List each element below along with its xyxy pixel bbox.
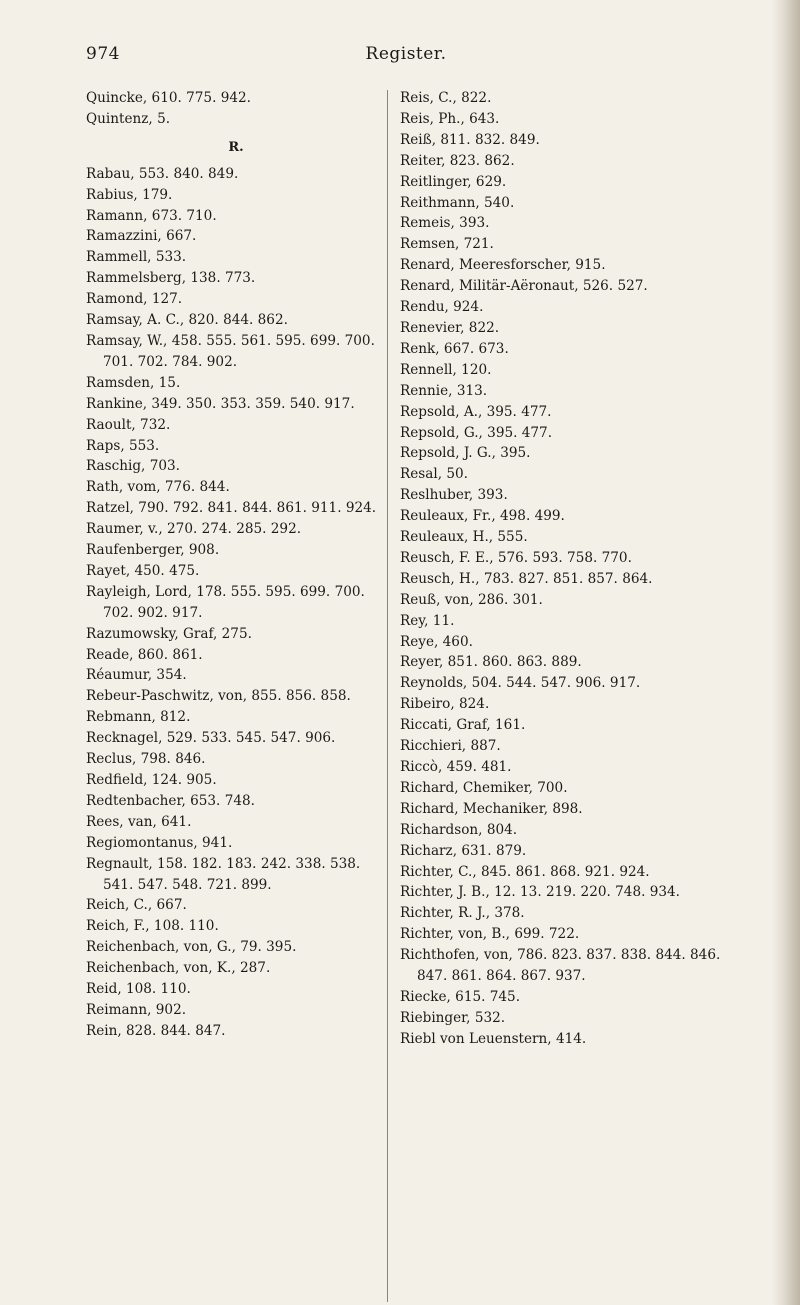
index-entry: Ramond, 127. [86,291,183,308]
index-entry: Richter, C., 845. 861. 868. 921. 924. [400,863,650,880]
index-entry: Razumowsky, Graf, 275. [86,625,252,642]
index-entry: Richard, Chemiker, 700. [400,779,568,796]
page-number: 974 [86,44,120,64]
index-entry: Rath, vom, 776. 844. [86,479,230,496]
index-entry: Rennie, 313. [400,382,488,399]
index-entry: Reyer, 851. 860. 863. 889. [400,654,582,671]
index-entry: Raps, 553. [86,437,160,454]
index-entry: Renard, Militär-Aëronaut, 526. 527. [400,278,648,295]
index-entry: Rees, van, 641. [86,813,192,830]
index-entry: Renevier, 822. [400,319,500,336]
index-entry: Resal, 50. [400,466,468,483]
index-entry: Rammell, 533. [86,249,187,266]
index-entry: Raufenberger, 908. [86,542,220,559]
index-entry: Remeis, 393. [400,215,490,232]
index-entry: Ramann, 673. 710. [86,207,217,224]
index-entry: Quincke, 610. 775. 942. [86,90,251,106]
index-entry: Richter, von, B., 699. 722. [400,926,580,943]
index-entry: Richardson, 804. [400,821,518,838]
index-entry: Reuß, von, 286. 301. [400,591,543,608]
left-column [86,88,386,1042]
index-entry: Ramsay, W., 458. 555. 561. 595. 699. 700. 701. 702. 784. 902. [86,332,375,370]
index-entry: Raumer, v., 270. 274. 285. 292. [86,521,302,538]
index-entry: Redtenbacher, 653. 748. [86,792,255,809]
index-entry: Ratzel, 790. 792. 841. 844. 861. 911. 924. [86,500,377,517]
index-entry: Rendu, 924. [400,299,484,316]
index-entry: Rabius, 179. [86,186,173,203]
index-entry: Ramazzini, 667. [86,228,197,245]
index-entry: Reynolds, 504. 544. 547. 906. 917. [400,675,641,692]
index-entry: Ramsden, 15. [86,374,181,391]
index-entry: Reusch, H., 783. 827. 851. 857. 864. [400,570,653,587]
right-column [400,88,740,1050]
index-entry: Reclus, 798. 846. [86,751,206,768]
index-entry: Regnault, 158. 182. 183. 242. 338. 538. 541. 547. 548. 721. 899. [86,855,361,893]
section-letter: R. [228,139,244,155]
index-entry: Redfield, 124. 905. [86,772,217,788]
index-entry: Reuleaux, Fr., 498. 499. [400,508,565,525]
index-entry: Riccati, Graf, 161. [400,717,526,734]
index-entry: Richthofen, von, 786. 823. 837. 838. 844. 846. 847. 861. 864. 867. 937. [400,947,721,985]
index-entry: Richter, J. B., 12. 13. 219. 220. 748. 934. [400,884,681,901]
index-entry: Rankine, 349. 350. 353. 359. 540. 917. [86,395,355,412]
index-entry: Reimann, 902. [86,1001,187,1018]
index-entry: Repsold, A., 395. 477. [400,403,552,420]
index-entry: Reichenbach, von, K., 287. [86,960,271,977]
index-entry: Rayleigh, Lord, 178. 555. 595. 699. 700. 702. 902. 917. [86,583,365,621]
entries-before-section [86,88,386,130]
index-entry: Riebl von Leuenstern, 414. [400,1030,587,1047]
index-entry: Riebinger, 532. [400,1009,506,1026]
index-entry: Raoult, 732. [86,416,171,433]
index-entry: Reade, 860. 861. [86,646,203,663]
index-entry: Rebeur-Paschwitz, von, 855. 856. 858. [86,688,351,705]
index-entry: Recknagel, 529. 533. 545. 547. 906. [86,730,336,747]
page-header [86,44,726,70]
index-entry: Reiter, 823. 862. [400,152,515,169]
index-entry: Reich, F., 108. 110. [86,918,219,935]
index-entry: Reichenbach, von, G., 79. 395. [86,939,297,956]
index-entry: Reithmann, 540. [400,194,515,211]
index-entry: Richard, Mechaniker, 898. [400,800,583,817]
running-title: Register. [365,44,447,64]
page-binding-shadow [772,0,800,1305]
index-entry: Renard, Meeresforscher, 915. [400,257,606,274]
index-entry: Raschig, 703. [86,458,180,475]
index-entry: Reis, Ph., 643. [400,110,500,127]
right-entries [400,88,740,1050]
index-entry: Rebmann, 812. [86,709,191,726]
index-entry: Ribeiro, 824. [400,696,490,713]
index-entry: Rein, 828. 844. 847. [86,1022,226,1039]
index-entry: Reitlinger, 629. [400,173,507,190]
index-entry: Reich, C., 667. [86,897,187,914]
index-entry: Reuleaux, H., 555. [400,529,528,546]
index-entry: Riccò, 459. 481. [400,759,512,775]
index-entry: Repsold, J. G., 395. [400,445,531,462]
index-entry: Ramsay, A. C., 820. 844. 862. [86,312,288,329]
index-entry: Quintenz, 5. [86,110,171,127]
index-entry: Réaumur, 354. [86,667,187,684]
index-entry: Reusch, F. E., 576. 593. 758. 770. [400,549,632,566]
index-entry: Richarz, 631. 879. [400,842,527,859]
index-entry: Rayet, 450. 475. [86,562,200,579]
index-entry: Repsold, G., 395. 477. [400,424,553,441]
index-entry: Reid, 108. 110. [86,981,191,998]
index-entry: Remsen, 721. [400,236,494,253]
column-divider [387,90,388,1302]
index-entry: Ricchieri, 887. [400,738,501,755]
index-entry: Reye, 460. [400,633,473,650]
index-entry: Rammelsberg, 138. 773. [86,270,256,287]
index-entry: Rennell, 120. [400,361,492,378]
index-entry: Riecke, 615. 745. [400,988,521,1005]
index-entry: Reiß, 811. 832. 849. [400,131,540,148]
index-entry: Richter, R. J., 378. [400,905,525,922]
index-entry: Rabau, 553. 840. 849. [86,165,239,182]
index-entry: Reslhuber, 393. [400,487,508,504]
index-entry: Regiomontanus, 941. [86,834,233,851]
index-entry: Renk, 667. 673. [400,340,509,357]
index-entry: Rey, 11. [400,612,455,629]
index-entry: Reis, C., 822. [400,90,492,106]
left-entries [86,164,386,1042]
